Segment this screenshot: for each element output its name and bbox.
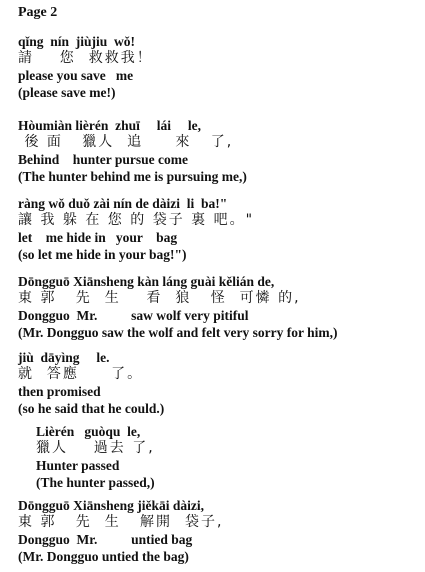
- phrase-block: [18, 270, 418, 341]
- gloss-line: Hunter passed: [36, 458, 120, 473]
- gloss-line: Dongguo Mr. saw wolf very pitiful: [18, 308, 249, 323]
- translation-line: (please save me!): [18, 85, 116, 100]
- translation-line: (so he said that he could.): [18, 401, 165, 416]
- pinyin-line: Lièrén guòqu le,: [36, 424, 141, 439]
- chinese-line: 東 郭 先 生 看 狼 怪 可憐 的,: [18, 290, 301, 306]
- phrase-block: [18, 346, 418, 417]
- gloss-line: Behind hunter pursue come: [18, 152, 189, 167]
- translation-line: (The hunter behind me is pursuing me,): [18, 169, 247, 184]
- pinyin-line: ràng wǒ duǒ zài nín de dàizi li ba!": [18, 196, 228, 211]
- gloss-line: Dongguo Mr. untied bag: [18, 532, 193, 547]
- translation-line: (The hunter passed,): [36, 475, 155, 490]
- chinese-line: 就 答應 了。: [18, 366, 144, 382]
- translation-line: (so let me hide in your bag!"): [18, 247, 187, 262]
- phrase-block: [18, 494, 418, 565]
- pinyin-line: Dōngguō Xiānsheng jiěkāi dàizi,: [18, 498, 205, 513]
- chinese-line: 東 郭 先 生 解開 袋子,: [18, 514, 224, 530]
- pinyin-line: qǐng nín jiùjiu wǒ!: [18, 34, 136, 49]
- phrase-block: [18, 114, 418, 185]
- pinyin-line: jiù dāyìng le.: [18, 350, 110, 365]
- translation-line: (Mr. Dongguo untied the bag): [18, 549, 189, 564]
- chinese-line: 請 您 救救我！: [18, 50, 153, 66]
- phrase-block: [18, 30, 418, 101]
- gloss-line: please you save me: [18, 68, 134, 83]
- phrase-block: [18, 192, 418, 263]
- pinyin-line: Dōngguō Xiānsheng kàn láng guài kělián de,: [18, 274, 275, 289]
- chinese-line: 讓 我 躲 在 您 的 袋子 裏 吧。": [18, 212, 255, 228]
- phrase-block: [36, 420, 425, 491]
- gloss-line: let me hide in your bag: [18, 230, 178, 245]
- gloss-line: then promised: [18, 384, 101, 399]
- chinese-line: 後 面 獵人 追 來 了,: [18, 134, 234, 150]
- translation-line: (Mr. Dongguo saw the wolf and felt very sorry for him,): [18, 325, 338, 340]
- pinyin-line: Hòumiàn lièrén zhuī lái le,: [18, 118, 202, 133]
- chinese-line: 獵人 過去 了,: [36, 440, 155, 456]
- page-label: Page 2: [18, 5, 58, 20]
